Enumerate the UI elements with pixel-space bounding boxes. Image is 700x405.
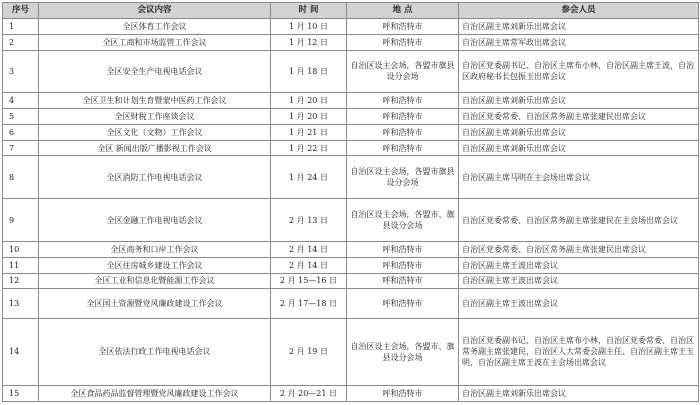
meeting-content: 全区体育工作会议 — [39, 19, 271, 35]
table-row — [3, 93, 699, 109]
meeting-content: 全区财税工作座谈会议 — [39, 109, 271, 125]
meeting-attendees: 自治区副主席王波出席会议 — [459, 273, 699, 289]
meeting-attendees: 自治区党委常委、自治区常务副主席张建民出席会议 — [459, 109, 699, 125]
meeting-content: 全区文化（文物）工作会议 — [39, 124, 271, 140]
meeting-place: 呼和浩特市 — [347, 241, 459, 257]
meeting-content: 全区商务和口岸工作会议 — [39, 241, 271, 257]
meeting-place: 呼和浩特市 — [347, 273, 459, 289]
row-number: 5 — [3, 109, 39, 125]
row-number: 1 — [3, 19, 39, 35]
meeting-attendees: 自治区党委副书记、自治区主席布小林，自治区党委常委、自治区常务副主席张建民，自治区人大常委会副主任、自治区副主席王玉明，自治区副主席王波在主会场出席会议 — [459, 318, 699, 386]
meeting-content: 全区消防工作电视电话会议 — [39, 156, 271, 199]
meeting-place: 呼和浩特市 — [347, 140, 459, 156]
row-number: 4 — [3, 93, 39, 109]
meeting-attendees: 自治区副主席刘新乐出席会议 — [459, 93, 699, 109]
table-row — [3, 34, 699, 50]
meeting-content: 全区依法行政工作电视电话会议 — [39, 318, 271, 386]
meeting-place: 呼和浩特市 — [347, 124, 459, 140]
meeting-place: 呼和浩特市 — [347, 289, 459, 318]
meeting-place: 呼和浩特市 — [347, 19, 459, 35]
meeting-time: 1 月 12 日 — [271, 34, 347, 50]
meeting-time: 2 月 13 日 — [271, 199, 347, 242]
table-row — [3, 318, 699, 386]
meeting-attendees: 自治区副主席王波出席会议 — [459, 257, 699, 273]
header-people: 参会人员 — [459, 3, 699, 19]
meeting-attendees: 自治区副主席常军政出席会议 — [459, 34, 699, 50]
row-number: 13 — [3, 289, 39, 318]
meeting-attendees: 自治区副主席刘新乐出席会议 — [459, 19, 699, 35]
meeting-content: 全区工商和市场监管工作会议 — [39, 34, 271, 50]
meeting-content: 全区 新闻出版广播影视工作会议 — [39, 140, 271, 156]
row-number: 9 — [3, 199, 39, 242]
meeting-time: 2 月 14 日 — [271, 257, 347, 273]
meeting-attendees: 自治区副主席王波出席会议 — [459, 289, 699, 318]
meeting-attendees: 自治区副主席马明在主会场出席会议 — [459, 156, 699, 199]
header-no: 序号 — [3, 3, 39, 19]
table-row — [3, 156, 699, 199]
table-row — [3, 124, 699, 140]
meeting-place: 呼和浩特市 — [347, 93, 459, 109]
meeting-content: 全区食品药品监督管理暨党风廉政建设工作会议 — [39, 386, 271, 402]
meeting-content: 全区金融工作电视电话会议 — [39, 199, 271, 242]
meeting-time: 1 月 20 日 — [271, 93, 347, 109]
meeting-attendees: 自治区副主席刘新乐出席会议 — [459, 140, 699, 156]
meeting-time: 2 月 15—16 日 — [271, 273, 347, 289]
row-number: 10 — [3, 241, 39, 257]
meeting-table — [2, 2, 699, 402]
row-number: 7 — [3, 140, 39, 156]
meeting-place: 呼和浩特市 — [347, 34, 459, 50]
header-place: 地 点 — [347, 3, 459, 19]
meeting-time: 2 月 20—21 日 — [271, 386, 347, 402]
table-row — [3, 199, 699, 242]
table-row — [3, 273, 699, 289]
meeting-time: 1 月 18 日 — [271, 50, 347, 93]
header-row — [3, 3, 699, 19]
table-row — [3, 257, 699, 273]
meeting-time: 1 月 10 日 — [271, 19, 347, 35]
meeting-place: 自治区设主会场，各盟市旗县设分会场 — [347, 50, 459, 93]
meeting-time: 1 月 20 日 — [271, 109, 347, 125]
meeting-place: 自治区设主会场，各盟市、旗县设分会场 — [347, 318, 459, 386]
meeting-content: 全区国土资源暨党风廉政建设工作会议 — [39, 289, 271, 318]
meeting-content: 全区住房城乡建设工作会议 — [39, 257, 271, 273]
table-row — [3, 241, 699, 257]
meeting-attendees: 自治区副主席刘新乐出席会议 — [459, 386, 699, 402]
row-number: 14 — [3, 318, 39, 386]
meeting-attendees: 自治区党委常委、自治区常务副主席张建民在主会场出席会议 — [459, 199, 699, 242]
table-row — [3, 140, 699, 156]
meeting-place: 自治区设主会场，各盟市旗县设分会场 — [347, 156, 459, 199]
meeting-time: 1 月 22 日 — [271, 140, 347, 156]
row-number: 15 — [3, 386, 39, 402]
table-row — [3, 386, 699, 402]
row-number: 12 — [3, 273, 39, 289]
table-row — [3, 19, 699, 35]
row-number: 8 — [3, 156, 39, 199]
row-number: 3 — [3, 50, 39, 93]
meeting-attendees: 自治区党委副书记、自治区主席布小林，自治区副主席王波，自治区政府秘书长包振玉出席会议 — [459, 50, 699, 93]
table-row — [3, 109, 699, 125]
table-row — [3, 50, 699, 93]
meeting-place: 呼和浩特市 — [347, 386, 459, 402]
meeting-time: 2 月 14 日 — [271, 241, 347, 257]
meeting-content: 全区安全生产电视电话会议 — [39, 50, 271, 93]
meeting-content: 全区卫生和计划生育暨蒙中医药工作会议 — [39, 93, 271, 109]
meeting-time: 1 月 24 日 — [271, 156, 347, 199]
meeting-content: 全区工业和信息化暨能源工作会议 — [39, 273, 271, 289]
meeting-place: 自治区设主会场，各盟市、旗县设分会场 — [347, 199, 459, 242]
row-number: 6 — [3, 124, 39, 140]
row-number: 11 — [3, 257, 39, 273]
meeting-time: 2 月 17—18 日 — [271, 289, 347, 318]
meeting-attendees: 自治区副主席刘新乐出席会议 — [459, 124, 699, 140]
meeting-place: 呼和浩特市 — [347, 109, 459, 125]
meeting-place: 呼和浩特市 — [347, 257, 459, 273]
meeting-time: 2 月 19 日 — [271, 318, 347, 386]
meeting-attendees: 自治区党委常委、自治区常务副主席张建民出席会议 — [459, 241, 699, 257]
row-number: 2 — [3, 34, 39, 50]
header-time: 时 间 — [271, 3, 347, 19]
table-row — [3, 289, 699, 318]
header-content: 会议内容 — [39, 3, 271, 19]
meeting-time: 1 月 21 日 — [271, 124, 347, 140]
